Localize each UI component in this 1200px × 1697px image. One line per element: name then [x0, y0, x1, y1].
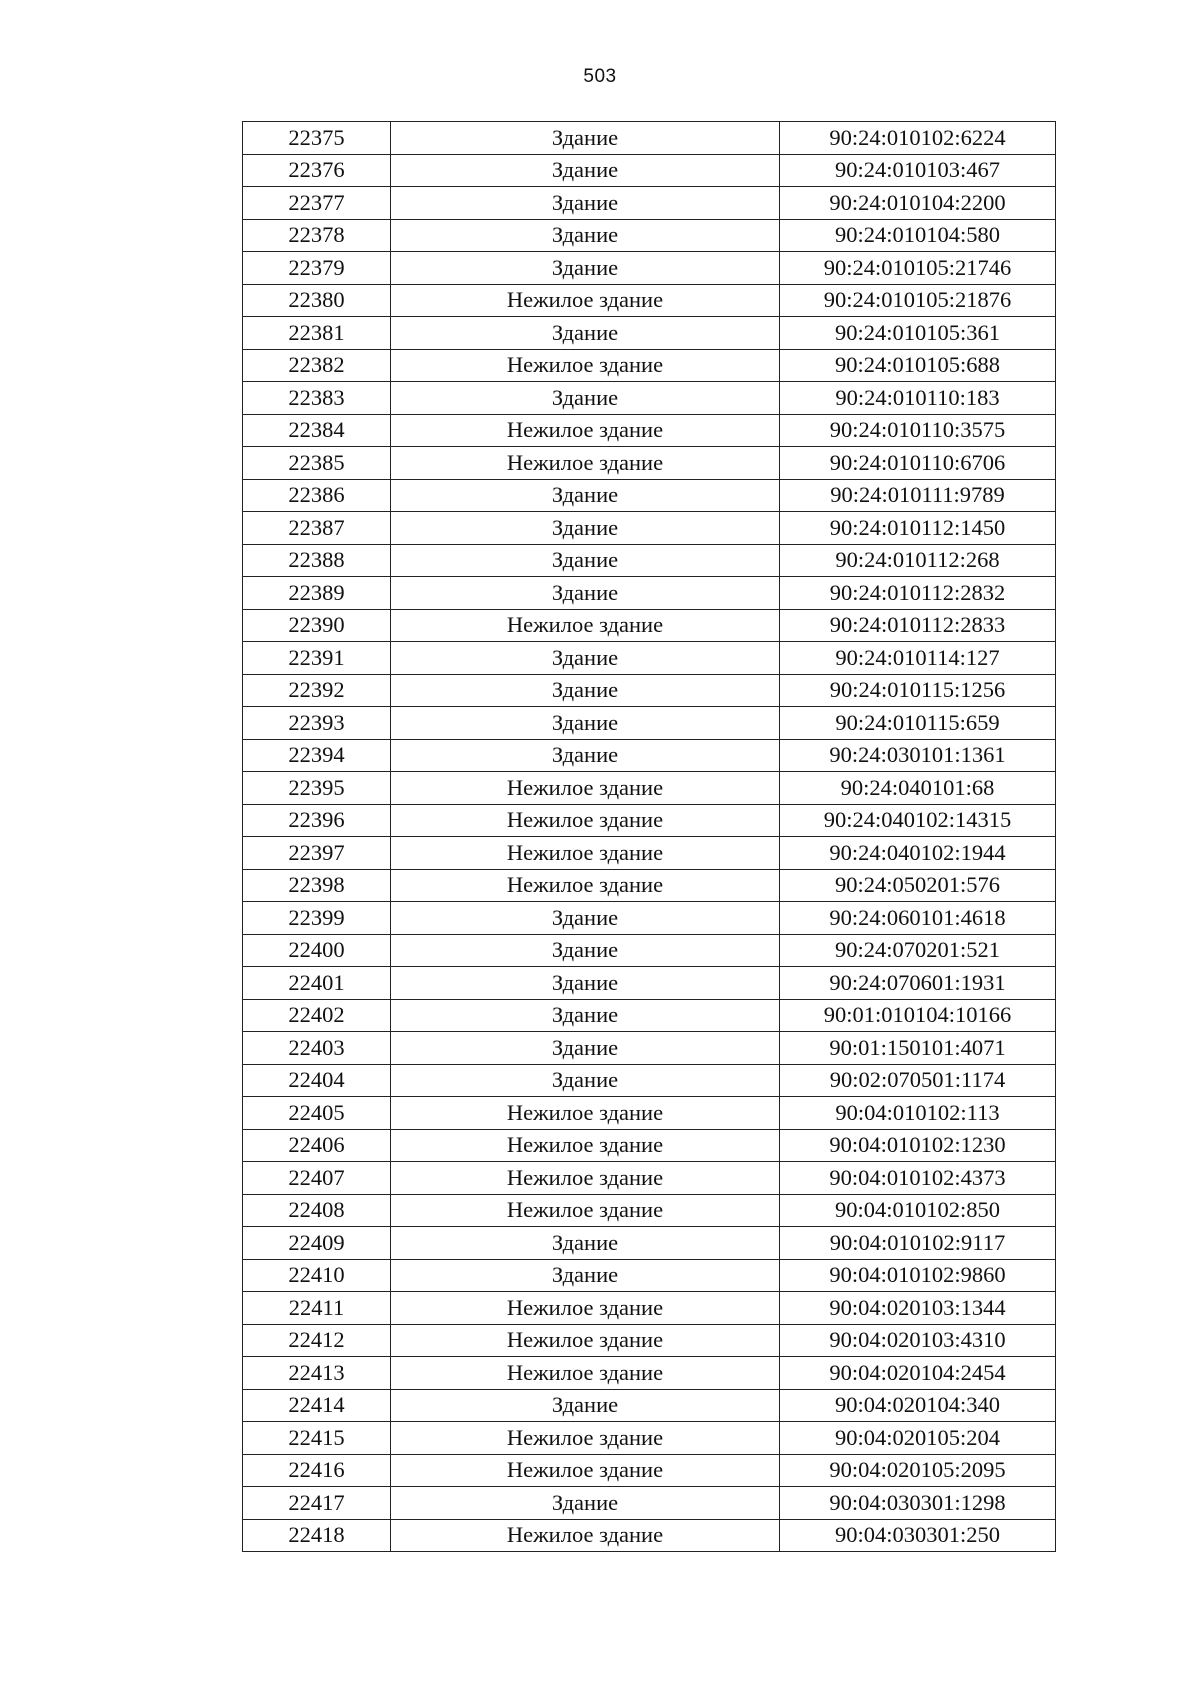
- table-row: [243, 1064, 1056, 1097]
- object-type-cell: Здание: [391, 382, 780, 415]
- table-row: [243, 739, 1056, 772]
- table-row: [243, 219, 1056, 252]
- table-row: [243, 999, 1056, 1032]
- object-type-cell: Здание: [391, 739, 780, 772]
- cadastral-number-cell: 90:24:010112:1450: [780, 512, 1056, 545]
- cadastral-number-cell: 90:24:030101:1361: [780, 739, 1056, 772]
- object-type-cell: Нежилое здание: [391, 414, 780, 447]
- cadastral-number-cell: 90:24:070201:521: [780, 934, 1056, 967]
- object-type-cell: Нежилое здание: [391, 1292, 780, 1325]
- row-number-cell: 22394: [243, 739, 391, 772]
- object-type-cell: Здание: [391, 674, 780, 707]
- object-type-cell: Нежилое здание: [391, 447, 780, 480]
- table-row: [243, 674, 1056, 707]
- row-number-cell: 22390: [243, 609, 391, 642]
- cadastral-number-cell: 90:01:150101:4071: [780, 1032, 1056, 1065]
- object-type-cell: Нежилое здание: [391, 772, 780, 805]
- object-type-cell: Здание: [391, 1064, 780, 1097]
- object-type-cell: Здание: [391, 967, 780, 1000]
- table-row: [243, 804, 1056, 837]
- table-row: [243, 1324, 1056, 1357]
- object-type-cell: Нежилое здание: [391, 1097, 780, 1130]
- row-number-cell: 22377: [243, 187, 391, 220]
- row-number-cell: 22398: [243, 869, 391, 902]
- object-type-cell: Нежилое здание: [391, 869, 780, 902]
- row-number-cell: 22387: [243, 512, 391, 545]
- row-number-cell: 22404: [243, 1064, 391, 1097]
- object-type-cell: Здание: [391, 1389, 780, 1422]
- cadastral-number-cell: 90:04:020104:340: [780, 1389, 1056, 1422]
- object-type-cell: Здание: [391, 122, 780, 155]
- row-number-cell: 22417: [243, 1487, 391, 1520]
- property-registry-table: [242, 121, 1056, 1552]
- cadastral-number-cell: 90:04:030301:250: [780, 1519, 1056, 1552]
- table-row: [243, 577, 1056, 610]
- cadastral-number-cell: 90:04:010102:9117: [780, 1227, 1056, 1260]
- object-type-cell: Здание: [391, 154, 780, 187]
- table-row: [243, 154, 1056, 187]
- object-type-cell: Здание: [391, 219, 780, 252]
- cadastral-number-cell: 90:04:020104:2454: [780, 1357, 1056, 1390]
- row-number-cell: 22395: [243, 772, 391, 805]
- row-number-cell: 22378: [243, 219, 391, 252]
- cadastral-number-cell: 90:24:010105:21746: [780, 252, 1056, 285]
- table-row: [243, 869, 1056, 902]
- object-type-cell: Здание: [391, 902, 780, 935]
- row-number-cell: 22408: [243, 1194, 391, 1227]
- table-row: [243, 967, 1056, 1000]
- object-type-cell: Здание: [391, 187, 780, 220]
- row-number-cell: 22416: [243, 1454, 391, 1487]
- row-number-cell: 22396: [243, 804, 391, 837]
- table-row: [243, 837, 1056, 870]
- cadastral-number-cell: 90:04:010102:1230: [780, 1129, 1056, 1162]
- object-type-cell: Здание: [391, 642, 780, 675]
- object-type-cell: Нежилое здание: [391, 1454, 780, 1487]
- table-row: [243, 1129, 1056, 1162]
- object-type-cell: Здание: [391, 252, 780, 285]
- cadastral-number-cell: 90:04:010102:9860: [780, 1259, 1056, 1292]
- cadastral-number-cell: 90:24:010105:688: [780, 349, 1056, 382]
- table-row: [243, 284, 1056, 317]
- cadastral-number-cell: 90:24:010105:361: [780, 317, 1056, 350]
- object-type-cell: Нежилое здание: [391, 837, 780, 870]
- row-number-cell: 22391: [243, 642, 391, 675]
- cadastral-number-cell: 90:24:060101:4618: [780, 902, 1056, 935]
- row-number-cell: 22386: [243, 479, 391, 512]
- cadastral-number-cell: 90:02:070501:1174: [780, 1064, 1056, 1097]
- object-type-cell: Здание: [391, 577, 780, 610]
- table-row: [243, 414, 1056, 447]
- cadastral-number-cell: 90:24:010111:9789: [780, 479, 1056, 512]
- cadastral-number-cell: 90:24:050201:576: [780, 869, 1056, 902]
- table-row: [243, 1194, 1056, 1227]
- row-number-cell: 22389: [243, 577, 391, 610]
- object-type-cell: Здание: [391, 512, 780, 545]
- object-type-cell: Здание: [391, 1227, 780, 1260]
- cadastral-number-cell: 90:24:010105:21876: [780, 284, 1056, 317]
- cadastral-number-cell: 90:24:010110:6706: [780, 447, 1056, 480]
- table-body: [243, 122, 1056, 1552]
- row-number-cell: 22379: [243, 252, 391, 285]
- table-row: [243, 479, 1056, 512]
- row-number-cell: 22375: [243, 122, 391, 155]
- object-type-cell: Нежилое здание: [391, 1357, 780, 1390]
- object-type-cell: Здание: [391, 544, 780, 577]
- table-row: [243, 1292, 1056, 1325]
- object-type-cell: Нежилое здание: [391, 1519, 780, 1552]
- table-row: [243, 1227, 1056, 1260]
- cadastral-number-cell: 90:24:010103:467: [780, 154, 1056, 187]
- table-row: [243, 1097, 1056, 1130]
- object-type-cell: Здание: [391, 934, 780, 967]
- cadastral-number-cell: 90:04:010102:4373: [780, 1162, 1056, 1195]
- cadastral-number-cell: 90:04:020103:4310: [780, 1324, 1056, 1357]
- cadastral-number-cell: 90:24:010112:2832: [780, 577, 1056, 610]
- cadastral-number-cell: 90:24:010110:183: [780, 382, 1056, 415]
- cadastral-number-cell: 90:24:010114:127: [780, 642, 1056, 675]
- table-row: [243, 772, 1056, 805]
- row-number-cell: 22380: [243, 284, 391, 317]
- table-row: [243, 1389, 1056, 1422]
- cadastral-number-cell: 90:04:020105:2095: [780, 1454, 1056, 1487]
- table-row: [243, 122, 1056, 155]
- table-row: [243, 187, 1056, 220]
- cadastral-number-cell: 90:24:010115:659: [780, 707, 1056, 740]
- cadastral-number-cell: 90:24:040101:68: [780, 772, 1056, 805]
- cadastral-number-cell: 90:24:070601:1931: [780, 967, 1056, 1000]
- table-row: [243, 1162, 1056, 1195]
- page-number: 503: [583, 66, 617, 87]
- row-number-cell: 22410: [243, 1259, 391, 1292]
- table-row: [243, 317, 1056, 350]
- table-row: [243, 1519, 1056, 1552]
- table-row: [243, 609, 1056, 642]
- row-number-cell: 22392: [243, 674, 391, 707]
- row-number-cell: 22403: [243, 1032, 391, 1065]
- row-number-cell: 22413: [243, 1357, 391, 1390]
- object-type-cell: Нежилое здание: [391, 1162, 780, 1195]
- row-number-cell: 22397: [243, 837, 391, 870]
- row-number-cell: 22407: [243, 1162, 391, 1195]
- object-type-cell: Нежилое здание: [391, 804, 780, 837]
- cadastral-number-cell: 90:24:010112:268: [780, 544, 1056, 577]
- row-number-cell: 22418: [243, 1519, 391, 1552]
- row-number-cell: 22388: [243, 544, 391, 577]
- row-number-cell: 22400: [243, 934, 391, 967]
- table-row: [243, 349, 1056, 382]
- row-number-cell: 22409: [243, 1227, 391, 1260]
- cadastral-number-cell: 90:24:040102:1944: [780, 837, 1056, 870]
- object-type-cell: Здание: [391, 707, 780, 740]
- row-number-cell: 22405: [243, 1097, 391, 1130]
- row-number-cell: 22402: [243, 999, 391, 1032]
- cadastral-number-cell: 90:04:020105:204: [780, 1422, 1056, 1455]
- object-type-cell: Здание: [391, 1259, 780, 1292]
- table-row: [243, 902, 1056, 935]
- cadastral-number-cell: 90:04:010102:113: [780, 1097, 1056, 1130]
- row-number-cell: 22393: [243, 707, 391, 740]
- row-number-cell: 22401: [243, 967, 391, 1000]
- table-row: [243, 544, 1056, 577]
- row-number-cell: 22382: [243, 349, 391, 382]
- table-row: [243, 1357, 1056, 1390]
- cadastral-number-cell: 90:24:010110:3575: [780, 414, 1056, 447]
- row-number-cell: 22411: [243, 1292, 391, 1325]
- row-number-cell: 22381: [243, 317, 391, 350]
- object-type-cell: Нежилое здание: [391, 1194, 780, 1227]
- cadastral-number-cell: 90:24:010102:6224: [780, 122, 1056, 155]
- table-row: [243, 1259, 1056, 1292]
- row-number-cell: 22385: [243, 447, 391, 480]
- row-number-cell: 22412: [243, 1324, 391, 1357]
- cadastral-number-cell: 90:24:040102:14315: [780, 804, 1056, 837]
- cadastral-number-cell: 90:04:010102:850: [780, 1194, 1056, 1227]
- cadastral-number-cell: 90:24:010104:580: [780, 219, 1056, 252]
- object-type-cell: Здание: [391, 1487, 780, 1520]
- table-row: [243, 1454, 1056, 1487]
- row-number-cell: 22406: [243, 1129, 391, 1162]
- row-number-cell: 22376: [243, 154, 391, 187]
- row-number-cell: 22384: [243, 414, 391, 447]
- object-type-cell: Здание: [391, 317, 780, 350]
- table-row: [243, 1487, 1056, 1520]
- table-row: [243, 252, 1056, 285]
- object-type-cell: Нежилое здание: [391, 349, 780, 382]
- table-row: [243, 1422, 1056, 1455]
- table-row: [243, 934, 1056, 967]
- table-row: [243, 382, 1056, 415]
- cadastral-number-cell: 90:24:010115:1256: [780, 674, 1056, 707]
- cadastral-number-cell: 90:24:010112:2833: [780, 609, 1056, 642]
- row-number-cell: 22414: [243, 1389, 391, 1422]
- cadastral-number-cell: 90:24:010104:2200: [780, 187, 1056, 220]
- row-number-cell: 22399: [243, 902, 391, 935]
- object-type-cell: Нежилое здание: [391, 1129, 780, 1162]
- table-row: [243, 642, 1056, 675]
- table-row: [243, 707, 1056, 740]
- cadastral-number-cell: 90:04:030301:1298: [780, 1487, 1056, 1520]
- table-row: [243, 512, 1056, 545]
- table-row: [243, 447, 1056, 480]
- row-number-cell: 22383: [243, 382, 391, 415]
- object-type-cell: Нежилое здание: [391, 609, 780, 642]
- cadastral-number-cell: 90:04:020103:1344: [780, 1292, 1056, 1325]
- table-row: [243, 1032, 1056, 1065]
- object-type-cell: Нежилое здание: [391, 1422, 780, 1455]
- object-type-cell: Здание: [391, 999, 780, 1032]
- row-number-cell: 22415: [243, 1422, 391, 1455]
- object-type-cell: Нежилое здание: [391, 284, 780, 317]
- object-type-cell: Здание: [391, 479, 780, 512]
- object-type-cell: Нежилое здание: [391, 1324, 780, 1357]
- object-type-cell: Здание: [391, 1032, 780, 1065]
- cadastral-number-cell: 90:01:010104:10166: [780, 999, 1056, 1032]
